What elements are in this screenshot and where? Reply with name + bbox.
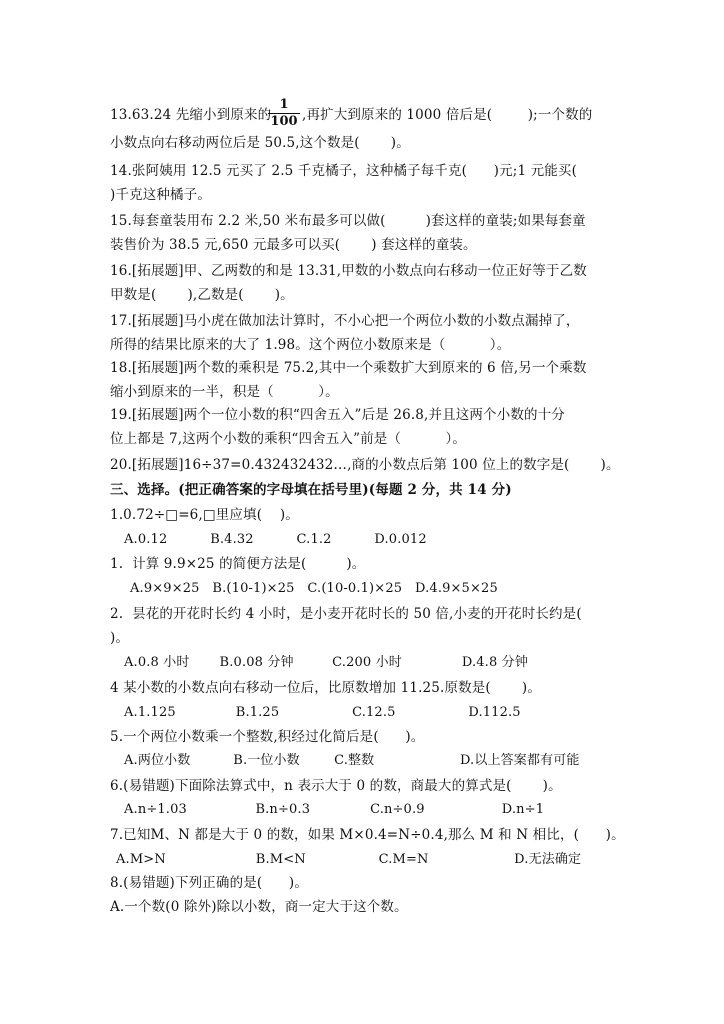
choice-6-options: A.n÷1.03 B.n÷0.3 C.n÷0.9 D.n÷1 bbox=[124, 802, 545, 817]
q17-line1: 17.[拓展题]马小虎在做加法计算时，不小心把一个两位小数的小数点漏掉了， bbox=[110, 313, 580, 329]
choice-3-line1: 2. 昙花的开花时长约 4 小时，是小麦开花时长的 50 倍,小麦的开花时长约是( bbox=[110, 606, 582, 622]
choice-7-options: A.M>N B.M<N C.M=N D.无法确定 bbox=[116, 852, 582, 867]
q13-line1-part1: 13.63.24 先缩小到原来的 bbox=[110, 107, 272, 123]
q20-line1: 20.[拓展题]16÷37=0.432432432…,商的小数点后第 100 位上的数字是( )。 bbox=[110, 457, 620, 473]
q14-line1: 14.张阿姨用 12.5 元买了 2.5 千克橘子，这种橘子每千克( )元;1 元能买( bbox=[110, 163, 577, 179]
q16-line1: 16.[拓展题]甲、乙两数的和是 13.31,甲数的小数点向右移动一位正好等于乙数 bbox=[110, 263, 587, 279]
q13-line1-part2: ,再扩大到原来的 1000 倍后是( );一个数的 bbox=[302, 107, 593, 123]
q19-line2: 位上都是 7,这两个小数的乘积“四舍五入”前是（ ）。 bbox=[110, 431, 467, 447]
choice-3-options: A.0.8 小时 B.0.08 分钟 C.200 小时 D.4.8 分钟 bbox=[124, 655, 528, 670]
q18-line1: 18.[拓展题]两个数的乘积是 75.2,其中一个乘数扩大到原来的 6 倍,另一个乘数 bbox=[110, 360, 587, 376]
choice-8-question: 8.(易错题)下列正确的是( )。 bbox=[110, 875, 308, 891]
q19-line1: 19.[拓展题]两个一位小数的积“四舍五入”后是 26.8,并且这两个小数的十分 bbox=[110, 407, 565, 423]
choice-8-option-a: A.一个数(0 除外)除以小数，商一定大于这个数。 bbox=[110, 899, 408, 915]
q17-line2: 所得的结果比原来的大了 1.98。这个两位小数原来是（ ）。 bbox=[110, 337, 511, 353]
q16-line2: 甲数是( ),乙数是( )。 bbox=[110, 287, 294, 303]
choice-5-options: A.两位小数 B.一位小数 C.整数 D.以上答案都有可能 bbox=[124, 753, 580, 768]
fraction-numerator: 1 bbox=[279, 97, 289, 112]
fraction-denominator: 100 bbox=[270, 114, 298, 129]
choice-1-options: A.0.12 B.4.32 C.1.2 D.0.012 bbox=[124, 532, 427, 547]
fraction-1-100 bbox=[268, 98, 300, 129]
q15-line1: 15.每套童装用布 2.2 米,50 米布最多可以做( )套这样的童装;如果每套童 bbox=[110, 213, 586, 229]
choice-4-question: 4 某小数的小数点向右移动一位后，比原数增加 11.25.原数是( )。 bbox=[110, 680, 541, 696]
choice-5-question: 5.一个两位小数乘一个整数,积经过化简后是( )。 bbox=[110, 729, 425, 745]
choice-7-question: 7.已知M、N 都是大于 0 的数，如果 M×0.4=N÷0.4,那么 M 和 N 相比，( )。 bbox=[110, 827, 625, 843]
section-3-heading: 三、选择。(把正确答案的字母填在括号里)(每题 2 分，共 14 分) bbox=[110, 482, 512, 498]
choice-4-options: A.1.125 B.1.25 C.12.5 D.112.5 bbox=[124, 705, 521, 720]
choice-1-question: 1.0.72÷□=6,□里应填( )。 bbox=[110, 507, 299, 523]
choice-3-line2: )。 bbox=[110, 630, 130, 646]
q15-line2: 装售价为 38.5 元,650 元最多可以买( ) 套这样的童装。 bbox=[110, 237, 477, 253]
choice-6-question: 6.(易错题)下面除法算式中，n 表示大于 0 的数，商最大的算式是( )。 bbox=[110, 778, 562, 794]
q18-line2: 缩小到原来的一半，积是（ ）。 bbox=[110, 384, 339, 400]
q13-line2: 小数点向右移动两位后是 50.5,这个数是( )。 bbox=[110, 135, 410, 151]
choice-2-options: A.9×9×25 B.(10-1)×25 C.(10-0.1)×25 D.4.9×5×25 bbox=[130, 581, 498, 596]
choice-2-question: 1. 计算 9.9×25 的简便方法是( )。 bbox=[110, 556, 366, 572]
q14-line2: )千克这种橘子。 bbox=[110, 187, 211, 203]
